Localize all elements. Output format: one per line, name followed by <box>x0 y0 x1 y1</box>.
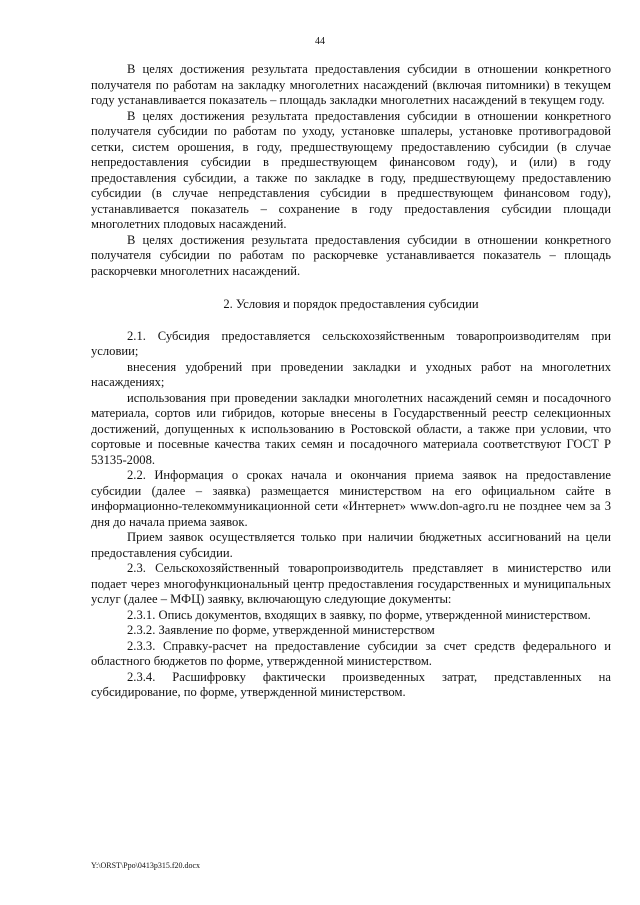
paragraph-seeds: использования при проведении закладки многолетних насаждений семян и посадочного материала, сортов или гибридов, которые внесены в Государственный реестр селекционных достижений, допущенных к использованию в Ростовской области, а также при условии, что сортовые и посевные качества таких семян и посадочного материала соответствуют ГОСТ Р 53135-2008. <box>91 390 611 467</box>
section-heading: 2. Условия и порядок предоставления субсидии <box>223 297 479 311</box>
paragraph-2-2: 2.2. Информация о сроках начала и окончания приема заявок на предоставление субсидии (далее – заявка) размещается министерством на его официальном сайте в информационно-телекоммуникационной сети «Интернет» www.don-agro.ru не позднее чем за 3 дня до начала приема заявок. <box>91 468 611 529</box>
document-body <box>91 62 611 701</box>
page-number: 44 <box>315 36 325 47</box>
paragraph-goal-care: В целях достижения результата предоставления субсидии в отношении конкретного получателя субсидии по работам по уходу, установке шпалеры, установке противоградовой сетки, систем орошения, в году, предшествующему предоставлению субсидии (в случае непредоставления субсидии в предшествующем финансовом году), и (или) в году предоставления субсидии, а также по закладке в году, предшествующему предоставлению субсидии (в случае непредставления субсидии в предшествующем финансовом году), устанавливается показатель – сохранение в году предоставления субсидии площади многолетних плодовых насаждений. <box>91 108 611 231</box>
paragraph-2-3-1: 2.3.1. Опись документов, входящих в заявку, по форме, утвержденной министерством. <box>127 607 591 622</box>
paragraph-2-1: 2.1. Субсидия предоставляется сельскохозяйственным товаропроизводителям при условии; <box>91 328 611 358</box>
paragraph-2-3: 2.3. Сельскохозяйственный товаропроизводитель представляет в министерство или подает через многофункциональный центр предоставления государственных и муниципальных услуг (далее – МФЦ) заявку, включающую следующие документы: <box>91 561 611 606</box>
footer-file-path: Y:\ORST\Ppo\0413p315.f20.docx <box>91 861 201 870</box>
paragraph-acceptance: Прием заявок осуществляется только при наличии бюджетных ассигнований на цели предоставления субсидии. <box>91 530 611 560</box>
paragraph-fertilizer: внесения удобрений при проведении закладки и уходных работ на многолетних насаждениях; <box>91 359 611 389</box>
paragraph-2-3-3: 2.3.3. Справку-расчет на предоставление субсидии за счет средств федерального и областного бюджетов по форме, утвержденной министерством. <box>91 638 611 668</box>
paragraph-2-3-4: 2.3.4. Расшифровку фактически произведенных затрат, представленных на субсидирование, по форме, утвержденной министерством. <box>91 669 611 699</box>
paragraph-goal-uprooting: В целях достижения результата предоставления субсидии в отношении конкретного получателя субсидии по работам по раскорчевке устанавливается показатель – площадь раскорчевки многолетних насаждений. <box>91 232 611 278</box>
paragraph-2-3-2: 2.3.2. Заявление по форме, утвержденной министерством <box>127 623 435 637</box>
paragraph-goal-planting: В целях достижения результата предоставления субсидии в отношении конкретного получателя по работам на закладку многолетних насаждений (включая питомники) в текущем году устанавливается показатель – площадь закладки многолетних насаждений в текущем году. <box>91 62 611 107</box>
